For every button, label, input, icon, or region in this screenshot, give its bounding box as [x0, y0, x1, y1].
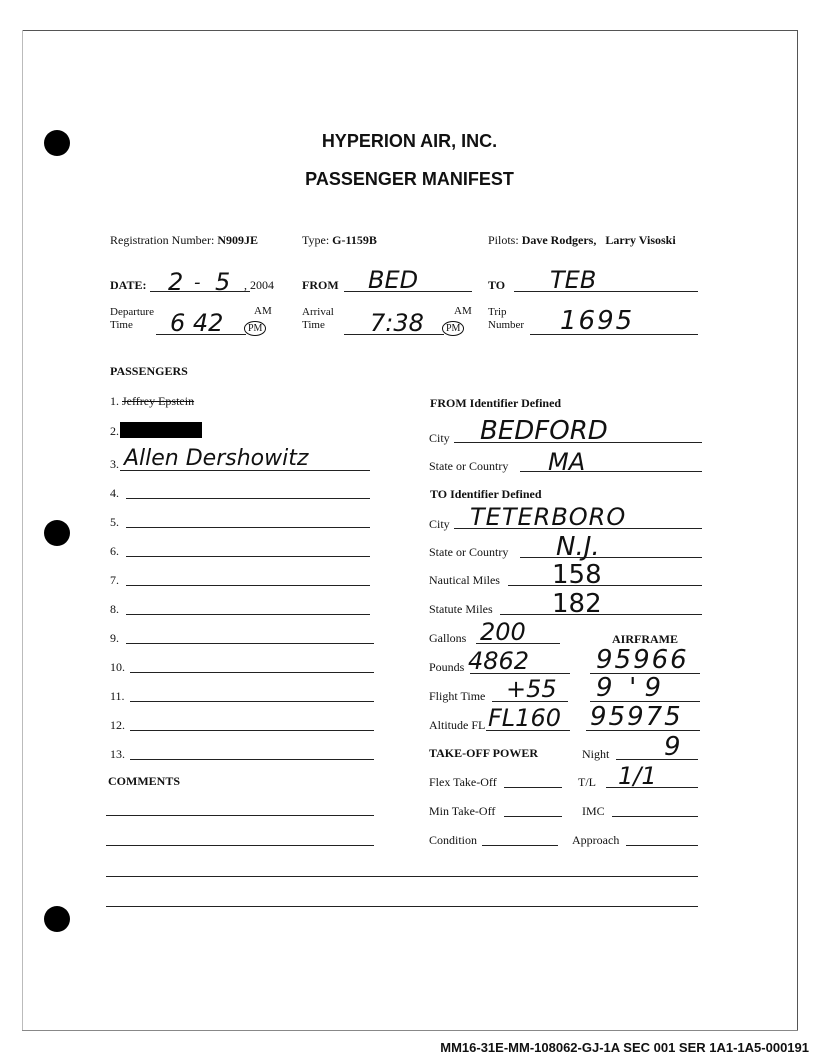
passenger-line: [126, 556, 370, 557]
flight-time-label: Flight Time: [429, 689, 486, 703]
nautical-miles-line: [508, 585, 702, 586]
type-value: G-1159B: [332, 233, 377, 247]
passenger-name-handwritten: Allen Dershowitz: [124, 446, 309, 471]
passenger-row: [110, 602, 119, 617]
page-border-top: [22, 30, 798, 31]
passenger-number: 2.: [110, 424, 119, 438]
passenger-number: 5.: [110, 515, 119, 529]
from-state-value: MA: [548, 448, 586, 476]
arrival-label: [302, 306, 334, 332]
passenger-row: [110, 394, 194, 409]
to-city-label: City: [429, 517, 450, 531]
arrival-pm: PM: [442, 321, 464, 336]
to-identifier-heading: TO Identifier Defined: [430, 487, 542, 501]
departure-am: AM: [254, 305, 272, 317]
to-line: [514, 291, 698, 292]
from-city-label: City: [429, 431, 450, 445]
type-field: [302, 233, 377, 248]
tl-label: T/L: [578, 775, 596, 789]
passenger-number: 6.: [110, 544, 119, 558]
gallons-label: Gallons: [429, 631, 467, 645]
approach-line: [626, 845, 698, 846]
passenger-row: [110, 424, 119, 439]
arrival-value: 7:38: [370, 309, 424, 337]
from-identifier-heading: FROM Identifier Defined: [430, 396, 562, 410]
passenger-row: [110, 486, 119, 501]
arrival-label-line1: Arrival: [302, 306, 334, 318]
trip-number-value: 1695: [560, 306, 635, 336]
departure-value: 6 42: [170, 309, 224, 337]
page-border-bottom: [22, 1030, 798, 1031]
condition-line: [482, 845, 558, 846]
passenger-row: [110, 718, 125, 733]
pilots-value: Dave Rodgers, Larry Visoski: [521, 233, 676, 247]
punch-hole-middle: [44, 520, 70, 546]
flex-takeoff-label: Flex Take-Off: [429, 775, 497, 789]
passenger-line: [126, 585, 370, 586]
gallons-value: 200: [480, 618, 526, 646]
from-value: BED: [368, 266, 419, 294]
passenger-row: [110, 747, 125, 762]
passenger-line: [126, 527, 370, 528]
comments-line: [106, 876, 698, 877]
date-year: , 2004: [244, 278, 274, 292]
to-city-value: TETERBORO: [470, 503, 627, 531]
pounds-label: Pounds: [429, 660, 465, 674]
passenger-line: [126, 614, 370, 615]
statute-miles-value: 182: [552, 589, 602, 619]
to-value: TEB: [550, 266, 597, 294]
nautical-miles-value: 158: [552, 560, 602, 590]
document-title: PASSENGER MANIFEST: [305, 169, 514, 189]
trip-number-label: [488, 306, 524, 332]
arrival-label-line2: Time: [302, 319, 325, 331]
comments-heading: COMMENTS: [108, 774, 180, 788]
to-state-label: State or Country: [429, 545, 509, 559]
trip-label-line2: Number: [488, 319, 525, 331]
departure-pm: PM: [244, 321, 266, 336]
pilots-label: Pilots:: [488, 233, 519, 247]
to-state-line: [520, 557, 702, 558]
airframe-heading: AIRFRAME: [612, 632, 678, 646]
passenger-line: [130, 672, 374, 673]
from-state-label: State or Country: [429, 459, 509, 473]
passenger-number: 10.: [110, 660, 125, 674]
condition-label: Condition: [429, 833, 478, 847]
altitude-airframe-value: 95975: [590, 702, 683, 732]
departure-pm-circled: [244, 318, 266, 336]
night-line: [616, 759, 698, 760]
passenger-number: 3.: [110, 457, 119, 471]
passenger-row: [110, 631, 119, 646]
passenger-number: 9.: [110, 631, 119, 645]
pounds-airframe-value: 95966: [596, 645, 689, 675]
tl-value: 1/1: [618, 762, 657, 790]
date-day: 5: [215, 268, 231, 296]
pounds-value: 4862: [468, 647, 530, 675]
passenger-number: 1.: [110, 394, 119, 408]
passenger-line: [130, 759, 374, 760]
punch-hole-bottom: [44, 906, 70, 932]
comments-line: [106, 815, 374, 816]
registration-field: [110, 233, 258, 248]
approach-label: Approach: [572, 833, 620, 847]
registration-label: Registration Number:: [110, 233, 215, 247]
type-label: Type:: [302, 233, 330, 247]
flex-takeoff-line: [504, 787, 562, 788]
passenger-row: [110, 544, 119, 559]
date-separator: -: [194, 272, 201, 293]
arrival-am: AM: [454, 305, 472, 317]
passenger-number: 12.: [110, 718, 125, 732]
passenger-row: [110, 573, 119, 588]
arrival-pm-circled: [442, 318, 464, 336]
statute-miles-label: Statute Miles: [429, 602, 493, 616]
passenger-number: 8.: [110, 602, 119, 616]
imc-label: IMC: [582, 804, 605, 818]
date-month: 2: [168, 268, 184, 296]
passengers-heading: PASSENGERS: [110, 364, 188, 378]
passenger-row: [110, 515, 119, 530]
passenger-line: [130, 730, 374, 731]
night-label: Night: [582, 747, 610, 761]
departure-label-line1: Departure: [110, 306, 154, 318]
imc-line: [612, 816, 698, 817]
passenger-number: 11.: [110, 689, 125, 703]
passenger-line: [126, 643, 374, 644]
trip-label-line1: Trip: [488, 306, 507, 318]
passenger-line: [130, 701, 374, 702]
passenger-name-struck: Jeffrey Epstein: [122, 394, 195, 408]
comments-line: [106, 845, 374, 846]
company-name: HYPERION AIR, INC.: [321, 131, 498, 151]
registration-value: N909JE: [217, 233, 258, 247]
flight-time-value: +55: [506, 675, 557, 703]
to-label: TO: [488, 278, 506, 292]
altitude-value: FL160: [488, 704, 561, 732]
passenger-number: 13.: [110, 747, 125, 761]
min-takeoff-line: [504, 816, 562, 817]
bates-number: MM16-31E-MM-108062-GJ-1A SEC 001 SER 1A1-1A5-000191: [440, 1040, 809, 1055]
passenger-row: [110, 689, 125, 704]
passenger-line: [126, 498, 370, 499]
pilots-field: [488, 233, 676, 248]
date-label: DATE:: [110, 278, 147, 292]
altitude-label: Altitude FL: [429, 718, 486, 732]
passenger-number: 7.: [110, 573, 119, 587]
to-state-value: N.J.: [556, 532, 600, 562]
night-value: 9: [664, 732, 681, 762]
from-label: FROM: [302, 278, 339, 292]
departure-label-line2: Time: [110, 319, 133, 331]
min-takeoff-label: Min Take-Off: [429, 804, 496, 818]
nautical-miles-label: Nautical Miles: [429, 573, 500, 587]
comments-line: [106, 906, 698, 907]
passenger-row: [110, 457, 119, 472]
flight-time-airframe-value: 9 ' 9: [596, 673, 662, 703]
passenger-row: [110, 660, 125, 675]
takeoff-power-heading: TAKE-OFF POWER: [429, 746, 538, 760]
departure-label: [110, 306, 154, 332]
redaction-block: [120, 422, 202, 438]
passenger-number: 4.: [110, 486, 119, 500]
from-city-value: BEDFORD: [480, 416, 608, 446]
